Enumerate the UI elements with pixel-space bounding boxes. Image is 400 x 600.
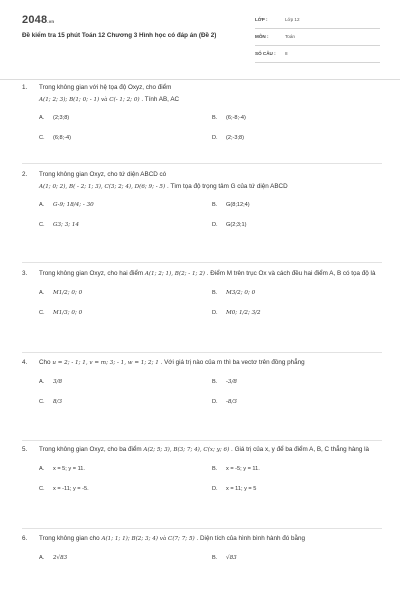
option-text: M1/3; 0; 0 (53, 309, 83, 316)
question-stem (22, 444, 382, 457)
question-math: A(2; 5; 3), B(3; 7; 4), C(x; y; 6) . (143, 447, 233, 453)
question-stem (22, 169, 382, 193)
options (22, 290, 382, 340)
option-d[interactable]: D. x = 11; y = 5 (212, 485, 257, 492)
options (22, 115, 382, 165)
option-text: M3/2; 0; 0 (226, 289, 256, 296)
question-number: 1. (22, 84, 28, 91)
option-text: 2√83 (53, 554, 68, 561)
question-text: Trong không gian Oxyz, cho tứ diện ABCD có (39, 171, 167, 178)
meta-value: Toán (285, 34, 295, 39)
divider (22, 163, 382, 164)
option-d[interactable]: D. (2;-3;8) (212, 135, 245, 141)
meta-label: SỐ CÂU : (255, 51, 276, 56)
option-b[interactable]: B. G(8;12;4) (212, 202, 250, 208)
question-text: Điểm M trên trục Ox và cách đều hai điểm A, B có tọa độ là (210, 270, 376, 277)
option-b[interactable]: B. M3/2; 0; 0 (212, 289, 256, 296)
divider (22, 528, 382, 529)
question-number: 2. (22, 171, 28, 178)
option-c[interactable]: C. G3; 3; 14 (39, 222, 80, 228)
meta-row-count (255, 48, 380, 63)
question-stem (22, 268, 382, 281)
question-text: Diện tích của hình bình hành đó bằng (200, 535, 306, 542)
option-text: M0; 1/2; 3/2 (226, 309, 261, 316)
option-text: x = 5; y = 11. (53, 465, 85, 472)
option-c[interactable]: C. x = -11; y = -5. (39, 485, 89, 492)
option-text: G(8;12;4) (226, 202, 250, 208)
question-number: 6. (22, 535, 28, 542)
question-text: Với giá trị nào của m thì ba vectơ trên đồng phẳng (164, 359, 305, 366)
question-text: Cho (39, 359, 51, 366)
question-text: Giá trị của x, y để ba điểm A, B, C thẳng hàng là (234, 446, 369, 453)
option-text: x = -5; y = 11. (226, 465, 260, 472)
question-math: u = 2; - 1; 1, v = m; 3; - 1, w = 1; 2; 1 . (52, 360, 163, 366)
question-3 (22, 268, 382, 340)
question-2 (22, 169, 382, 252)
option-text: G3; 3; 14 (53, 222, 80, 228)
option-text: 8/3 (53, 398, 63, 405)
document-title: Đề kiểm tra 15 phút Toán 12 Chương 3 Hình học có đáp án (Đề 2) (22, 32, 217, 39)
option-b[interactable]: B. x = -5; y = 11. (212, 465, 260, 472)
question-stem (22, 357, 382, 370)
logo-main: 2048 (22, 14, 48, 26)
question-1 (22, 82, 382, 165)
option-a[interactable]: A. G-9; 18/4; - 30 (39, 202, 94, 208)
question-text: Trong không gian Oxyz, cho hai điểm (39, 270, 144, 277)
option-text: -8/3 (226, 398, 237, 405)
options (22, 466, 382, 516)
meta-row-subject (255, 31, 380, 46)
options (22, 555, 382, 600)
meta-table (255, 14, 380, 65)
divider (22, 262, 382, 263)
question-5 (22, 444, 382, 516)
document-header (0, 0, 400, 80)
option-c[interactable]: C. 8/3 (39, 398, 63, 405)
option-text: M1/2; 0; 0 (53, 289, 83, 296)
option-c[interactable]: C. (6;8;-4) (39, 135, 72, 141)
option-text: (2;3;8) (53, 115, 70, 121)
meta-label: LỚP : (255, 17, 268, 22)
question-stem (22, 82, 382, 106)
option-text: x = -11; y = -5. (53, 485, 89, 492)
option-text: (6;-8;-4) (226, 115, 246, 121)
option-text: -3/8 (226, 378, 237, 385)
question-math: A(1; 0; 2), B( - 2; 1; 3), C(3; 2; 4), D(6; 9; - 5) . (39, 183, 169, 190)
question-text: Tìm tọa độ trọng tâm G của tứ diện ABCD (170, 182, 288, 190)
question-number: 3. (22, 270, 28, 277)
meta-value: Lớp 12 (285, 17, 300, 22)
option-a[interactable]: A. 2√83 (39, 554, 68, 561)
question-number: 5. (22, 446, 28, 453)
question-text: Trong không gian với hệ tọa độ Oxyz, cho điểm (39, 84, 172, 91)
logo-sub: .vn (47, 19, 55, 24)
options (22, 202, 382, 252)
site-logo[interactable] (22, 14, 54, 26)
option-a[interactable]: A. (2;3;8) (39, 115, 70, 121)
question-number: 4. (22, 359, 28, 366)
option-text: G-9; 18/4; - 30 (53, 202, 94, 208)
question-6 (22, 533, 382, 600)
question-math: A(1; 2; 1), B(2; - 1; 2) . (144, 271, 209, 277)
option-text: √83 (226, 554, 237, 561)
options (22, 379, 382, 429)
option-text: (6;8;-4) (53, 135, 72, 141)
option-text: G(2;3;1) (226, 222, 247, 228)
option-a[interactable]: A. M1/2; 0; 0 (39, 289, 83, 296)
option-text: (2;-3;8) (226, 135, 245, 141)
divider (22, 440, 382, 441)
option-text: x = 11; y = 5 (226, 485, 257, 492)
meta-label: MÔN : (255, 34, 269, 39)
meta-value: 8 (285, 51, 288, 56)
option-d[interactable]: D. -8/3 (212, 398, 237, 405)
question-text: Trong không gian cho (39, 535, 100, 542)
question-text: Trong không gian Oxyz, cho ba điểm (39, 446, 142, 453)
option-d[interactable]: D. G(2;3;1) (212, 222, 247, 228)
question-text: Tính AB, AC (144, 95, 180, 103)
option-c[interactable]: C. M1/3; 0; 0 (39, 309, 83, 316)
option-a[interactable]: A. x = 5; y = 11. (39, 465, 85, 472)
question-stem (22, 533, 382, 546)
option-a[interactable]: A. 3/8 (39, 378, 63, 385)
question-4 (22, 357, 382, 429)
question-math: A(1; 2; 3); B(1; 0; - 1) và C(- 1; 2; 0) . (39, 96, 144, 103)
option-b[interactable]: B. (6;-8;-4) (212, 115, 246, 121)
option-d[interactable]: D. M0; 1/2; 3/2 (212, 309, 261, 316)
meta-row-class (255, 14, 380, 29)
option-b[interactable]: B. √83 (212, 554, 237, 561)
question-math: A(1; 1; 1); B(2; 3; 4) và C(7; 7; 5) . (101, 536, 199, 542)
option-text: 3/8 (53, 378, 63, 385)
option-b[interactable]: B. -3/8 (212, 378, 237, 385)
divider (22, 352, 382, 353)
